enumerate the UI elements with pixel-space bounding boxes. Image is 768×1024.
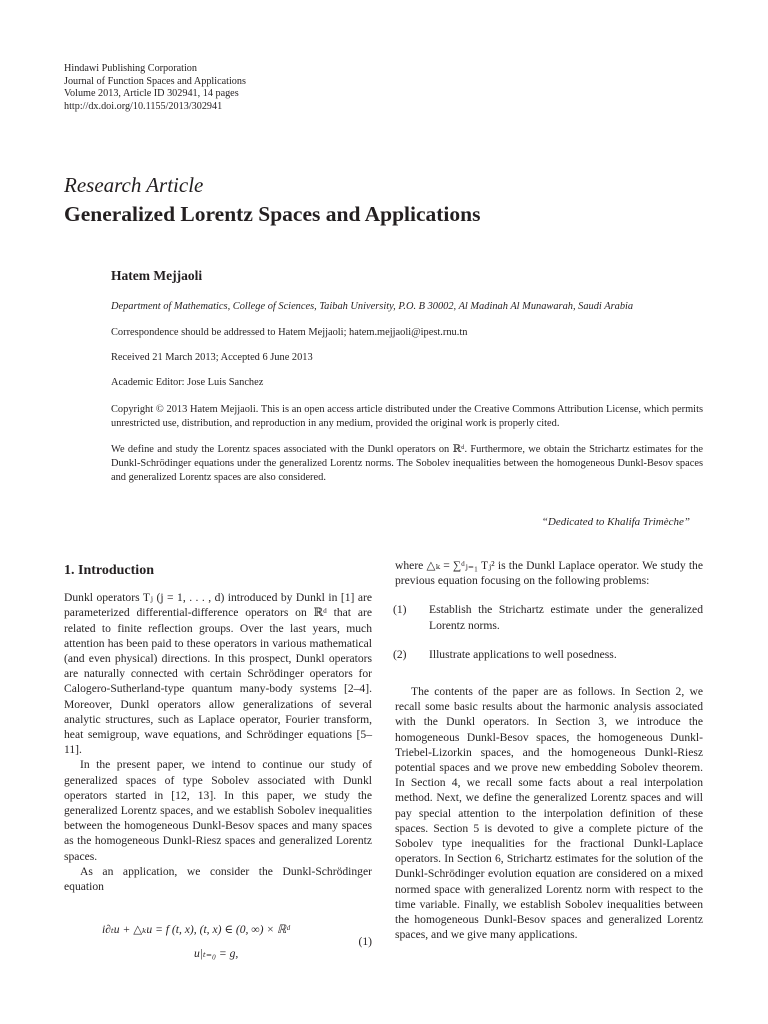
academic-editor: Academic Editor: Jose Luis Sanchez bbox=[111, 377, 264, 388]
list-item bbox=[393, 647, 703, 662]
article-type: Research Article bbox=[64, 173, 204, 197]
volume-line: Volume 2013, Article ID 302941, 14 pages bbox=[64, 88, 239, 100]
left-column bbox=[64, 558, 372, 972]
equation-number: (1) bbox=[358, 935, 372, 949]
affiliation: Department of Mathematics, College of Sciences, Taibah University, P.O. B 30002, Al Madinah Al Munawarah, Saudi Arabia bbox=[111, 301, 634, 312]
journal-header bbox=[64, 63, 246, 113]
list-item-text: Establish the Strichartz estimate under the generalized Lorentz norms. bbox=[429, 603, 703, 632]
intro-paragraph-2: In the present paper, we intend to continue our study of generalized spaces of type Sobolev associated with Dunkl operators started in [12, 13]. In this paper, we study the generalized Lorentz spaces, and we establish Sobolev inequalities between the homogeneous Dunkl-Besov spaces and many spaces as the homogeneous Dunkl-Riesz spaces and generalized Lorentz spaces. bbox=[64, 758, 372, 863]
equation-line-1: i∂ₜu + △ₖu = f (t, x), (t, x) ∈ (0, ∞) × ℝᵈ bbox=[102, 923, 290, 937]
list-item-label: (1) bbox=[393, 603, 407, 617]
paper-title: Generalized Lorentz Spaces and Applications bbox=[64, 202, 481, 226]
intro-paragraph-1: Dunkl operators Tⱼ (j = 1, . . . , d) introduced by Dunkl in [1] are parameterized differential-difference operators on ℝᵈ that are related to finite reflection groups. Over the last years, much attention has been paid to these operators in various mathematical (and even physical) directions. In this prospect, Dunkl operators are naturally connected with certain Schrödinger operators for Calogero-Sutherland-type quantum many-body systems [2–4]. Moreover, Dunkl operators allow generalizations of several analytic structures, such as Laplace operator, Fourier transform, heat semigroup, wave equations, and Schrödinger equations [5–11]. bbox=[64, 591, 372, 757]
author-name: Hatem Mejjaoli bbox=[111, 268, 203, 283]
list-item-label: (2) bbox=[393, 647, 407, 661]
equation-line-2: u|ₜ₌₀ = g, bbox=[194, 947, 239, 961]
list-item-text: Illustrate applications to well posedness. bbox=[429, 647, 617, 661]
intro-paragraph-3: As an application, we consider the Dunkl-Schrödinger equation bbox=[64, 864, 372, 894]
journal-line: Journal of Function Spaces and Applications bbox=[64, 75, 246, 87]
list-item bbox=[393, 602, 703, 632]
abstract: We define and study the Lorentz spaces associated with the Dunkl operators on ℝᵈ. Furthermore, we obtain the Strichartz estimates for the Dunkl-Schrödinger equations under the generalized Lorentz norms. The Sobolev inequalities between the homogeneous Dunkl-Besov spaces and generalized Lorentz spaces are also considered. bbox=[111, 444, 703, 483]
right-lead-paragraph: where △ₖ = ∑ᵈⱼ₌₁ Tⱼ² is the Dunkl Laplace operator. We study the previous equation focusing on the following problems: bbox=[395, 559, 703, 588]
equation-1 bbox=[64, 916, 372, 972]
section-heading: 1. Introduction bbox=[64, 563, 154, 578]
right-column bbox=[395, 558, 703, 942]
received-dates: Received 21 March 2013; Accepted 6 June 2013 bbox=[111, 352, 313, 363]
contents-paragraph: The contents of the paper are as follows. In Section 2, we recall some basic results about the harmonic analysis associated with the Dunkl operators. In Section 3, we introduce the homogeneous Dunkl-Besov spaces, the homogeneous Dunkl-Triebel-Lizorkin spaces, and the homogeneous Dunkl-Riesz potential spaces and we prove new embedding Sobolev theorem. In Section 4, we recall some facts about a real interpolation method. Next, we define the generalized Lorentz spaces and will pay special attention to the interpolation definition of these spaces. Section 5 is devoted to give a complete picture of the Sobolev type inequalities for the fractional Dunkl-Laplace operators. In Section 6, Strichartz estimates for the solution of the Dunkl-Schrödinger evolution equation are considered on a mixed normed space with generalized Lorentz norm with respect to the time variable. Finally, we establish Sobolev inequalities between the homogeneous Dunkl-Besov spaces and generalized Lorentz spaces, and we give many applications. bbox=[395, 685, 703, 942]
publisher-line: Hindawi Publishing Corporation bbox=[64, 63, 197, 74]
doi-link[interactable]: http://dx.doi.org/10.1155/2013/302941 bbox=[64, 100, 223, 112]
correspondence: Correspondence should be addressed to Hatem Mejjaoli; hatem.mejjaoli@ipest.rnu.tn bbox=[111, 327, 468, 338]
copyright-notice: Copyright © 2013 Hatem Mejjaoli. This is an open access article distributed under the Creative Commons Attribution License, which permits unrestricted use, distribution, and reproduction in any medium, provided the original work is properly cited. bbox=[111, 404, 703, 429]
dedication: “Dedicated to Khalifa Trimèche” bbox=[541, 516, 690, 528]
